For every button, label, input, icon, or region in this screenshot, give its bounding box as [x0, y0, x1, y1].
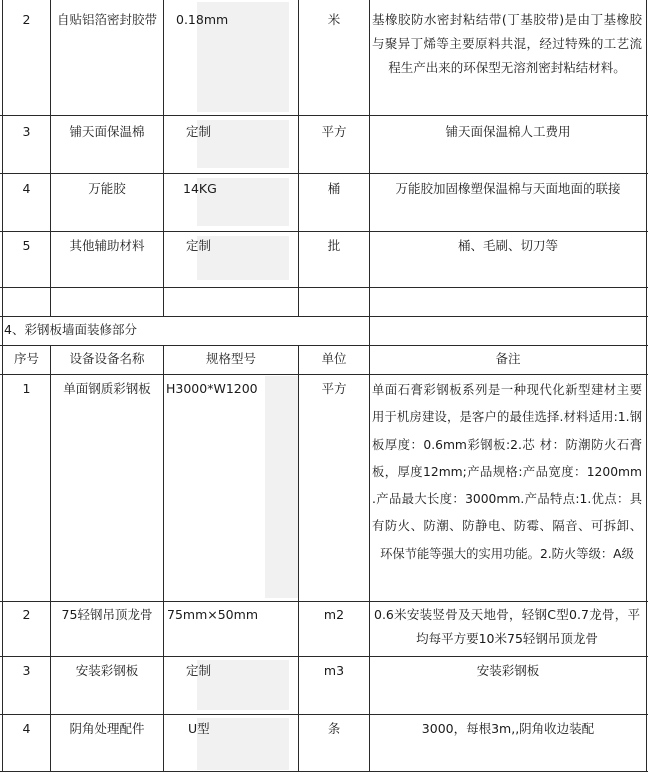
row-number: 2 — [22, 607, 31, 622]
spec-cell-shade — [265, 376, 299, 598]
item-spec: U型 — [188, 721, 210, 736]
item-unit: 平方 — [321, 124, 347, 139]
item-note: 万能胶加固橡塑保温棉与天面地面的联接 — [395, 181, 621, 196]
row-number: 5 — [22, 238, 31, 253]
row-number: 4 — [22, 181, 31, 196]
item-name: 铺天面保温棉 — [69, 124, 145, 139]
item-spec: 75mm×50mm — [167, 607, 258, 622]
section-title: 4、彩钢板墙面装修部分 — [4, 322, 137, 337]
item-name: 万能胶 — [88, 181, 126, 196]
row-number: 4 — [22, 721, 31, 736]
header-spec: 规格型号 — [205, 351, 256, 366]
item-note: 铺天面保温棉人工费用 — [445, 124, 571, 139]
item-name: 单面钢质彩钢板 — [63, 381, 151, 396]
header-note: 备注 — [495, 351, 521, 366]
header-unit: 单位 — [321, 351, 347, 366]
item-spec: 定制 — [186, 124, 212, 139]
item-note: 安装彩钢板 — [476, 663, 540, 678]
item-note: 基橡胶防水密封粘结带(丁基胶带)是由丁基橡胶与聚异丁烯等主要原料共混，经过特殊的工艺流程生产出来的环保型无溶剂密封粘结材料。 — [372, 12, 642, 75]
item-note: 单面石膏彩钢板系列是一种现代化新型建材主要用于机房建设，是客户的最佳选择.材料适用:1.钢板厚度：0.6mm彩钢板:2.芯 材：防潮防火石膏板，厚度12mm;产品规格:产品宽度：1200mm .产品最大长度：3000mm.产品特点:1.优点：具有防火、防潮、防静电、防霉、隔音、可拆卸、环保节能等强大的实用功能。2.防火等级：A级 — [372, 383, 642, 561]
item-unit: 平方 — [321, 381, 347, 396]
row-number: 2 — [22, 12, 31, 27]
item-note: 桶、毛刷、切刀等 — [457, 238, 558, 253]
item-spec: 14KG — [183, 181, 217, 196]
item-note: 3000，每根3m,,阴角收边装配 — [421, 721, 595, 736]
row-number: 3 — [22, 663, 31, 678]
item-unit: 批 — [327, 238, 341, 253]
item-spec: 定制 — [186, 238, 212, 253]
item-name: 自贴铝箔密封胶带 — [56, 12, 157, 27]
item-name: 阴角处理配件 — [69, 721, 145, 736]
header-no: 序号 — [13, 351, 39, 366]
item-unit: m3 — [323, 663, 345, 678]
item-spec: H3000*W1200 — [166, 381, 258, 396]
item-note: 0.6米安装竖骨及天地骨，轻钢C型0.7龙骨，平均每平方要10米75轻钢吊顶龙骨 — [374, 607, 640, 646]
row-number: 1 — [22, 381, 31, 396]
row-number: 3 — [22, 124, 31, 139]
item-name: 其他辅助材料 — [69, 238, 145, 253]
item-unit: 米 — [327, 12, 341, 27]
header-name: 设备设备名称 — [69, 351, 145, 366]
item-name: 安装彩钢板 — [75, 663, 139, 678]
item-unit: 条 — [327, 721, 341, 736]
item-spec: 定制 — [186, 663, 212, 678]
item-spec: 0.18mm — [176, 12, 229, 27]
item-unit: 桶 — [327, 181, 341, 196]
item-unit: m2 — [323, 607, 345, 622]
item-name: 75轻钢吊顶龙骨 — [61, 607, 153, 622]
